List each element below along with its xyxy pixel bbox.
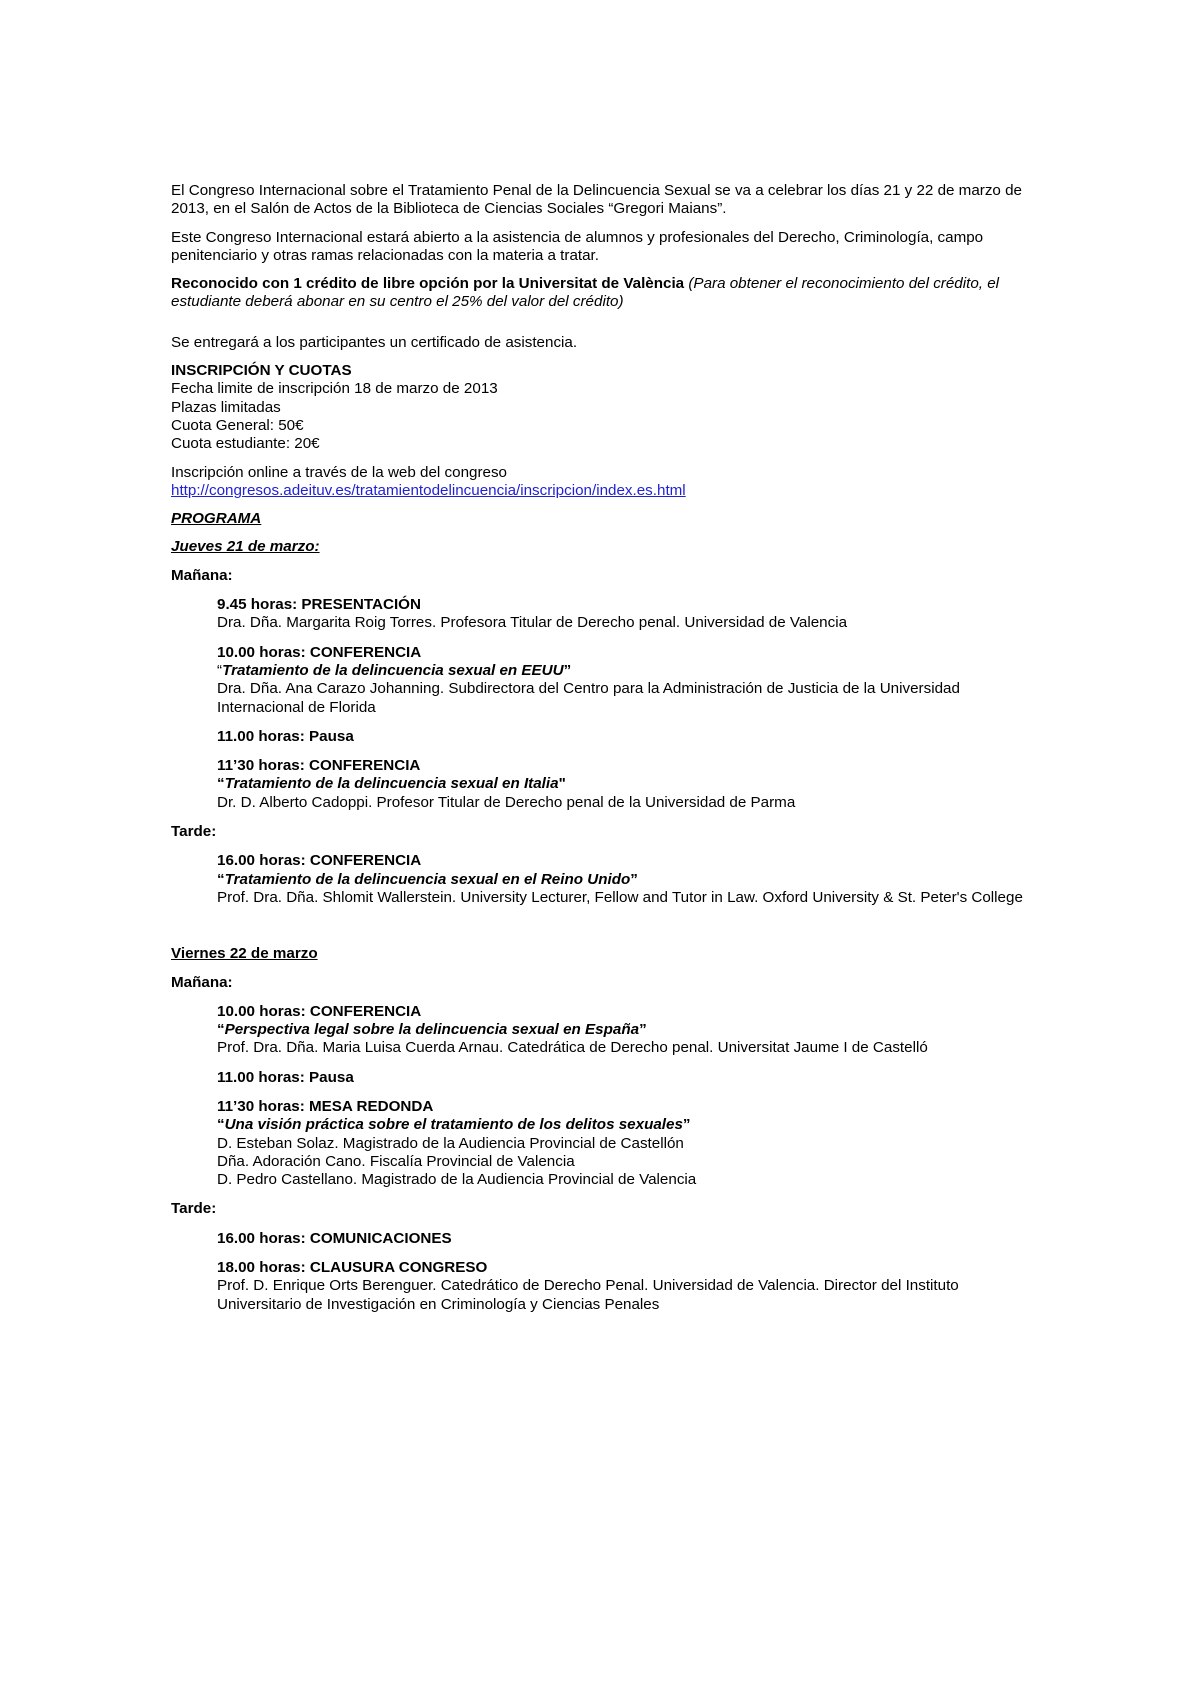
- item-title: 18.00 horas: CLAUSURA CONGRESO: [217, 1259, 488, 1277]
- online-registration: [171, 464, 1031, 501]
- credit-note: [171, 275, 1031, 312]
- day2-afternoon-items: [217, 1230, 1031, 1314]
- day1-afternoon-items: [217, 852, 1031, 907]
- document-page: [171, 182, 1031, 1325]
- credit-note-italic: (Para obtener el reconocimiento del crédito, el estudiante deberá abonar en su centro el 25% del valor del crédito): [171, 275, 1000, 311]
- program-item: [217, 1098, 1031, 1189]
- day2-afternoon-label: Tarde:: [171, 1200, 217, 1218]
- day2-morning-label: Mañana:: [171, 973, 233, 991]
- registration-section: [171, 362, 1031, 453]
- item-talk-title: Tratamiento de la delincuencia sexual en Italia: [224, 775, 559, 793]
- registration-places: Plazas limitadas: [171, 398, 281, 416]
- item-title: 11.00 horas: Pausa: [217, 727, 354, 745]
- item-speaker: Dr. D. Alberto Cadoppi. Profesor Titular de Derecho penal de la Universidad de Parma: [217, 793, 796, 811]
- item-talk: “Perspectiva legal sobre la delincuencia sexual en España”: [217, 1021, 647, 1039]
- item-talk-title: Tratamiento de la delincuencia sexual en el Reino Unido: [224, 870, 631, 888]
- online-registration-text: Inscripción online a través de la web del congreso: [171, 463, 508, 481]
- item-talk-title: Tratamiento de la delincuencia sexual en EEUU: [222, 661, 564, 679]
- item-title: 9.45 horas: PRESENTACIÓN: [217, 596, 421, 614]
- panel-member: D. Esteban Solaz. Magistrado de la Audiencia Provincial de Castellón: [217, 1134, 684, 1152]
- day1-morning-items: [217, 596, 1031, 812]
- day2-heading: Viernes 22 de marzo: [171, 945, 318, 963]
- program-item: [217, 644, 1031, 717]
- program-item: [217, 1259, 1031, 1314]
- panel-member: Dña. Adoración Cano. Fiscalía Provincial de Valencia: [217, 1152, 575, 1170]
- item-talk-title: Una visión práctica sobre el tratamiento de los delitos sexuales: [224, 1116, 683, 1134]
- item-talk: “Una visión práctica sobre el tratamiento de los delitos sexuales”: [217, 1116, 691, 1134]
- registration-deadline: Fecha limite de inscripción 18 de marzo de 2013: [171, 380, 498, 398]
- item-speaker: Prof. D. Enrique Orts Berenguer. Catedrático de Derecho Penal. Universidad de Valencia. Director del Instituto Universitario de Investigación en Criminología y Ciencias Penales: [217, 1277, 959, 1313]
- intro-paragraph-audience: Este Congreso Internacional estará abierto a la asistencia de alumnos y profesionales del Derecho, Criminología, campo penitenciario y otras ramas relacionadas con la materia a tratar.: [171, 228, 984, 264]
- day1-morning-label: Mañana:: [171, 566, 233, 584]
- certificate-note: Se entregará a los participantes un certificado de asistencia.: [171, 333, 578, 351]
- item-talk: “Tratamiento de la delincuencia sexual en Italia": [217, 775, 566, 793]
- credit-note-bold: Reconocido con 1 crédito de libre opción por la Universitat de València: [171, 275, 685, 293]
- item-speaker: Prof. Dra. Dña. Maria Luisa Cuerda Arnau. Catedrática de Derecho penal. Universitat Jaume I de Castelló: [217, 1039, 928, 1057]
- fee-general: Cuota General: 50€: [171, 416, 304, 434]
- item-talk-title: Perspectiva legal sobre la delincuencia sexual en España: [224, 1021, 640, 1039]
- registration-heading: INSCRIPCIÓN Y CUOTAS: [171, 362, 352, 380]
- intro-paragraph-dates: El Congreso Internacional sobre el Tratamiento Penal de la Delincuencia Sexual se va a celebrar los días 21 y 22 de marzo de 2013, en el Salón de Actos de la Biblioteca de Ciencias Sociales “Gregori Maians”.: [171, 182, 1022, 218]
- item-title: 16.00 horas: CONFERENCIA: [217, 852, 422, 870]
- item-talk: “Tratamiento de la delincuencia sexual en el Reino Unido”: [217, 870, 638, 888]
- program-item: [217, 728, 1031, 746]
- day2-morning-items: [217, 1003, 1031, 1190]
- panel-member: D. Pedro Castellano. Magistrado de la Audiencia Provincial de Valencia: [217, 1171, 697, 1189]
- item-title: 11’30 horas: CONFERENCIA: [217, 757, 421, 775]
- item-title: 16.00 horas: COMUNICACIONES: [217, 1229, 452, 1247]
- item-speaker: Dra. Dña. Ana Carazo Johanning. Subdirectora del Centro para la Administración de Justicia de la Universidad Internacional de Florida: [217, 680, 960, 716]
- program-item: [217, 596, 1031, 633]
- program-item: [217, 1069, 1031, 1087]
- day1-afternoon-label: Tarde:: [171, 823, 217, 841]
- item-title: 10.00 horas: CONFERENCIA: [217, 1002, 422, 1020]
- program-heading: PROGRAMA: [171, 510, 262, 528]
- program-item: [217, 852, 1031, 907]
- day1-heading: Jueves 21 de marzo:: [171, 538, 320, 556]
- program-item: [217, 1230, 1031, 1248]
- program-item: [217, 757, 1031, 812]
- fee-student: Cuota estudiante: 20€: [171, 435, 320, 453]
- registration-link[interactable]: http://congresos.adeituv.es/tratamientodelincuencia/inscripcion/index.es.html: [171, 481, 686, 499]
- item-speaker: Dra. Dña. Margarita Roig Torres. Profesora Titular de Derecho penal. Universidad de Valencia: [217, 614, 848, 632]
- item-title: 11.00 horas: Pausa: [217, 1068, 354, 1086]
- item-title: 11’30 horas: MESA REDONDA: [217, 1097, 434, 1115]
- item-talk: “Tratamiento de la delincuencia sexual en EEUU”: [217, 661, 572, 679]
- item-title: 10.00 horas: CONFERENCIA: [217, 643, 422, 661]
- program-item: [217, 1003, 1031, 1058]
- item-speaker: Prof. Dra. Dña. Shlomit Wallerstein. University Lecturer, Fellow and Tutor in Law. Oxford University & St. Peter's College: [217, 888, 1023, 906]
